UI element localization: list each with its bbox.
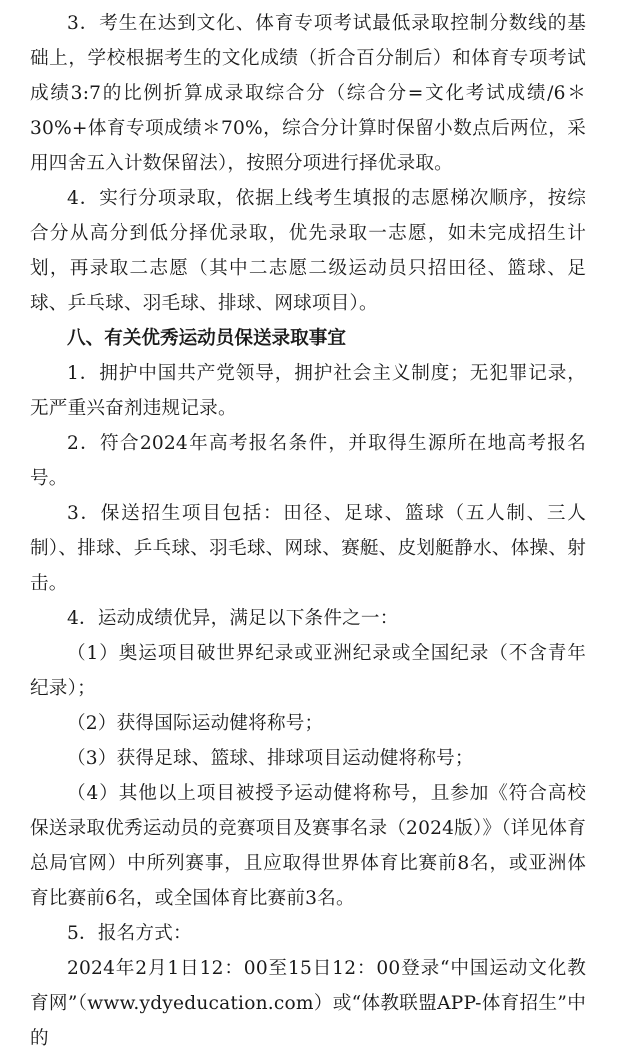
sub-condition-other-master: （4）其他以上项目被授予运动健将称号，且参加《符合高校保送录取优秀运动员的竞赛项目及赛事名录（2024版）》（详见体育总局官网）中所列赛事，且应取得世界体育比赛前8名，或亚洲体育比赛前6名，或全国体育比赛前3名。: [30, 783, 586, 909]
sub-condition-ball-master: （3）获得足球、篮球、排球项目运动健将称号；: [67, 748, 474, 769]
paragraph-sectional-admission: 4．实行分项录取，依据上线考生填报的志愿梯次顺序，按综合分从高分到低分择优录取，优先录取一志愿，如未完成招生计划，再录取二志愿（其中二志愿二级运动员只招田径、篮球、足球、乒乓球、羽毛球、排球、网球项目）。: [30, 188, 586, 314]
section-heading-athlete-recommendation: 八、有关优秀运动员保送录取事宜: [67, 328, 346, 349]
paragraph-admission-score: 3．考生在达到文化、体育专项考试最低录取控制分数线的基础上，学校根据考生的文化成绩（折合百分制后）和体育专项考试成绩3:7的比例折算成录取综合分（综合分=文化考试成绩/6＊30%+体育专项成绩＊70%，综合分计算时保留小数点后两位，采用四舍五入计数保留法），按照分项进行择优录取。: [30, 13, 586, 174]
document-page: [30, 0, 586, 1056]
registration-method-detail: 2024年2月1日12：00至15日12：00登录“中国运动文化教育网”（www.ydyeducation.com）或“体教联盟APP-体育招生”中的: [30, 958, 586, 1049]
sub-condition-record: （1）奥运项目破世界纪录或亚洲纪录或全国纪录（不含青年纪录）；: [30, 643, 586, 699]
condition-registration-method: 5．报名方式：: [67, 923, 192, 944]
condition-sports-items: 3．保送招生项目包括：田径、足球、篮球（五人制、三人制）、排球、乒乓球、羽毛球、网球、赛艇、皮划艇静水、体操、射击。: [30, 503, 586, 594]
condition-political: 1．拥护中国共产党领导，拥护社会主义制度；无犯罪记录，无严重兴奋剂违规记录。: [30, 363, 586, 419]
sub-condition-international-master: （2）获得国际运动健将称号；: [67, 713, 324, 734]
condition-registration: 2．符合2024年高考报名条件，并取得生源所在地高考报名号。: [30, 433, 586, 489]
condition-performance: 4．运动成绩优异，满足以下条件之一：: [67, 608, 399, 629]
